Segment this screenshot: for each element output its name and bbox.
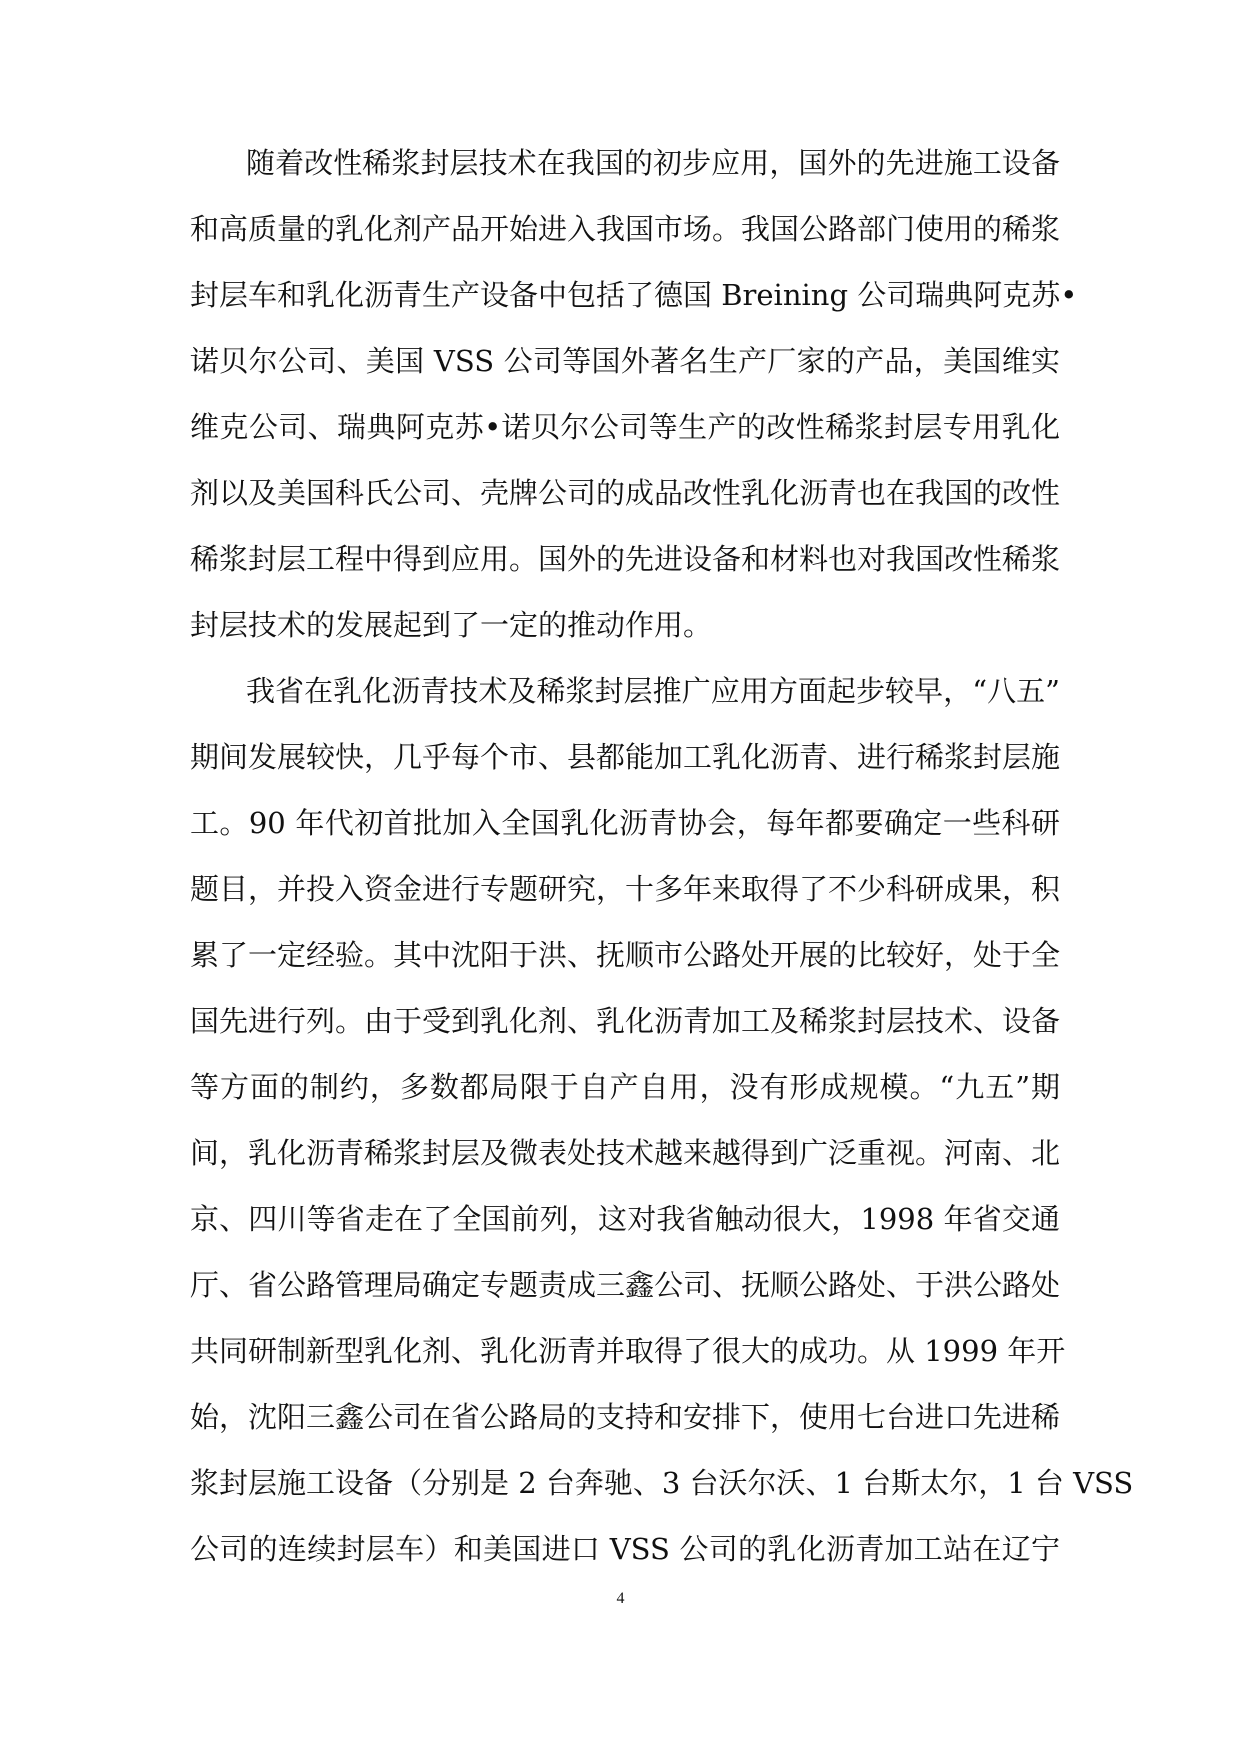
text-line: 稀浆封层工程中得到应用。国外的先进设备和材料也对我国改性稀浆	[190, 542, 1061, 576]
text-line: 浆封层施工设备（分别是 2 台奔驰、3 台沃尔沃、1 台斯太尔，1 台 VSS	[190, 1466, 1134, 1500]
text-line: 始，沈阳三鑫公司在省公路局的支持和安排下，使用七台进口先进稀	[190, 1400, 1061, 1434]
text-line: 京、四川等省走在了全国前列，这对我省触动很大，1998 年省交通	[190, 1202, 1060, 1236]
text-line: 间，乳化沥青稀浆封层及微表处技术越来越得到广泛重视。河南、北	[190, 1136, 1061, 1170]
text-line: 题目，并投入资金进行专题研究，十多年来取得了不少科研成果，积	[190, 872, 1061, 906]
text-line: 期间发展较快，几乎每个市、县都能加工乳化沥青、进行稀浆封层施	[190, 740, 1061, 774]
text-line: 封层技术的发展起到了一定的推动作用。	[190, 608, 713, 642]
text-line: 公司的连续封层车）和美国进口 VSS 公司的乳化沥青加工站在辽宁	[190, 1532, 1060, 1566]
text-line: 我省在乳化沥青技术及稀浆封层推广应用方面起步较早，“八五”	[246, 674, 1060, 708]
paragraph-1	[190, 130, 1078, 658]
text-line: 剂以及美国科氏公司、壳牌公司的成品改性乳化沥青也在我国的改性	[190, 476, 1061, 510]
text-line: 国先进行列。由于受到乳化剂、乳化沥青加工及稀浆封层技术、设备	[190, 1004, 1061, 1038]
page-number: 4	[616, 1590, 625, 1607]
text-line: 封层车和乳化沥青生产设备中包括了德国 Breining 公司瑞典阿克苏•	[190, 278, 1078, 312]
text-line: 诺贝尔公司、美国 VSS 公司等国外著名生产厂家的产品，美国维实	[190, 344, 1060, 378]
text-line: 维克公司、瑞典阿克苏•诺贝尔公司等生产的改性稀浆封层专用乳化	[190, 410, 1060, 444]
text-line: 等方面的制约，多数都局限于自产自用，没有形成规模。“九五”期	[190, 1070, 1060, 1104]
paragraph-2	[190, 658, 1134, 1582]
text-line: 随着改性稀浆封层技术在我国的初步应用，国外的先进施工设备	[246, 146, 1060, 180]
text-line: 和高质量的乳化剂产品开始进入我国市场。我国公路部门使用的稀浆	[190, 212, 1061, 246]
text-line: 工。90 年代初首批加入全国乳化沥青协会，每年都要确定一些科研	[190, 806, 1060, 840]
text-line: 累了一定经验。其中沈阳于洪、抚顺市公路处开展的比较好，处于全	[190, 938, 1061, 972]
text-line: 厅、省公路管理局确定专题责成三鑫公司、抚顺公路处、于洪公路处	[190, 1268, 1061, 1302]
text-line: 共同研制新型乳化剂、乳化沥青并取得了很大的成功。从 1999 年开	[190, 1334, 1066, 1368]
